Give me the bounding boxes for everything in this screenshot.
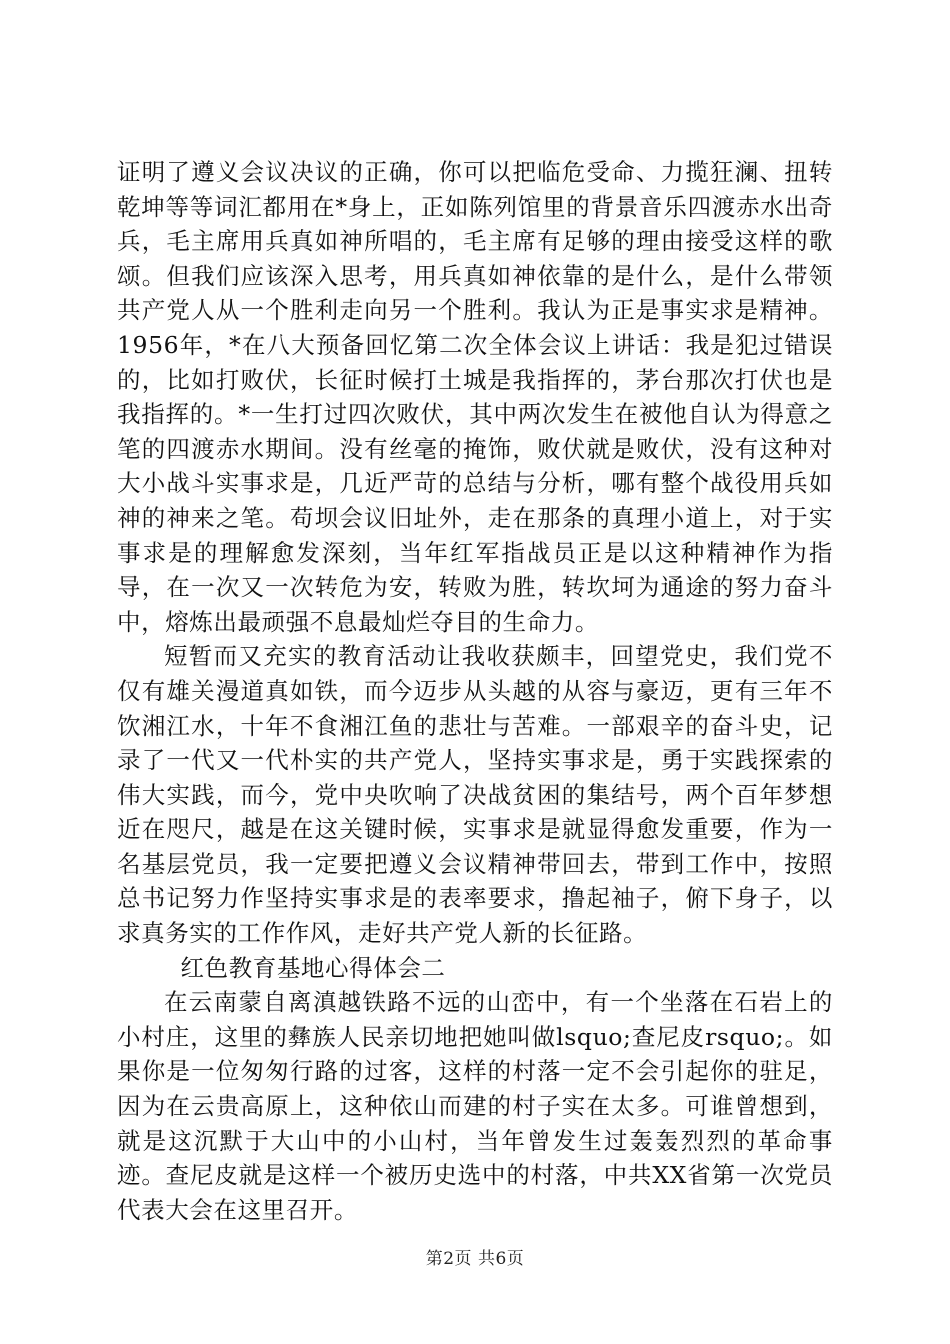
- document-body: [117, 155, 833, 1227]
- section-heading: 红色教育基地心得体会二: [180, 953, 446, 982]
- paragraph-continued: 证明了遵义会议决议的正确，你可以把临危受命、力揽狂澜、扭转乾坤等等词汇都用在*身上，正如陈列馆里的背景音乐四渡赤水出奇兵，毛主席用兵真如神所唱的，毛主席有足够的理由接受这样的歌颂。但我们应该深入思考，用兵真如神依靠的是什么，是什么带领共产党人从一个胜利走向另一个胜利。我认为正是事实求是精神。1956年，*在八大预备回忆第二次全体会议上讲话：我是犯过错误的，比如打败伏，长征时候打土城是我指挥的，茅台那次打伏也是我指挥的。*一生打过四次败伏，其中两次发生在被他自认为得意之笔的四渡赤水期间。没有丝毫的掩饰，败伏就是败伏，没有这种对大小战斗实事求是，几近严苛的总结与分析，哪有整个战役用兵如神的神来之笔。苟坝会议旧址外，走在那条的真理小道上，对于实事求是的理解愈发深刻，当年红军指战员正是以这种精神作为指导，在一次又一次转危为安，转败为胜，转坎坷为通途的努力奋斗中，熔炼出最顽强不息最灿烂夺目的生命力。: [117, 158, 833, 636]
- page-footer: 第2页 共6页: [425, 1249, 525, 1269]
- paragraph-reflection: 短暂而又充实的教育活动让我收获颇丰，回望党史，我们党不仅有雄关漫道真如铁，而今迈步从头越的从容与豪迈，更有三年不饮湘江水，十年不食湘江鱼的悲壮与苦难。一部艰辛的奋斗史，记录了一代又一代朴实的共产党人，坚持实事求是，勇于实践探索的伟大实践，而今，党中央吹响了决战贫困的集结号，两个百年梦想近在咫尺，越是在这关键时候，实事求是就显得愈发重要，作为一名基层党员，我一定要把遵义会议精神带回去，带到工作中，按照总书记努力作坚持实事求是的表率要求，撸起袖子，俯下身子，以求真务实的工作作风，走好共产党人新的长征路。: [117, 642, 833, 948]
- paragraph-chanipi: 在云南蒙自离滇越铁路不远的山峦中，有一个坐落在石岩上的小村庄，这里的彝族人民亲切地把她叫做lsquo;查尼皮rsquo;。如果你是一位匆匆行路的过客，这样的村落一定不会引起你的驻足，因为在云贵高原上，这种依山而建的村子实在太多。可谁曾想到，就是这沉默于大山中的小山村，当年曾发生过轰轰烈烈的革命事迹。查尼皮就是这样一个被历史选中的村落，中共XX省第一次党员代表大会在这里召开。: [117, 988, 833, 1224]
